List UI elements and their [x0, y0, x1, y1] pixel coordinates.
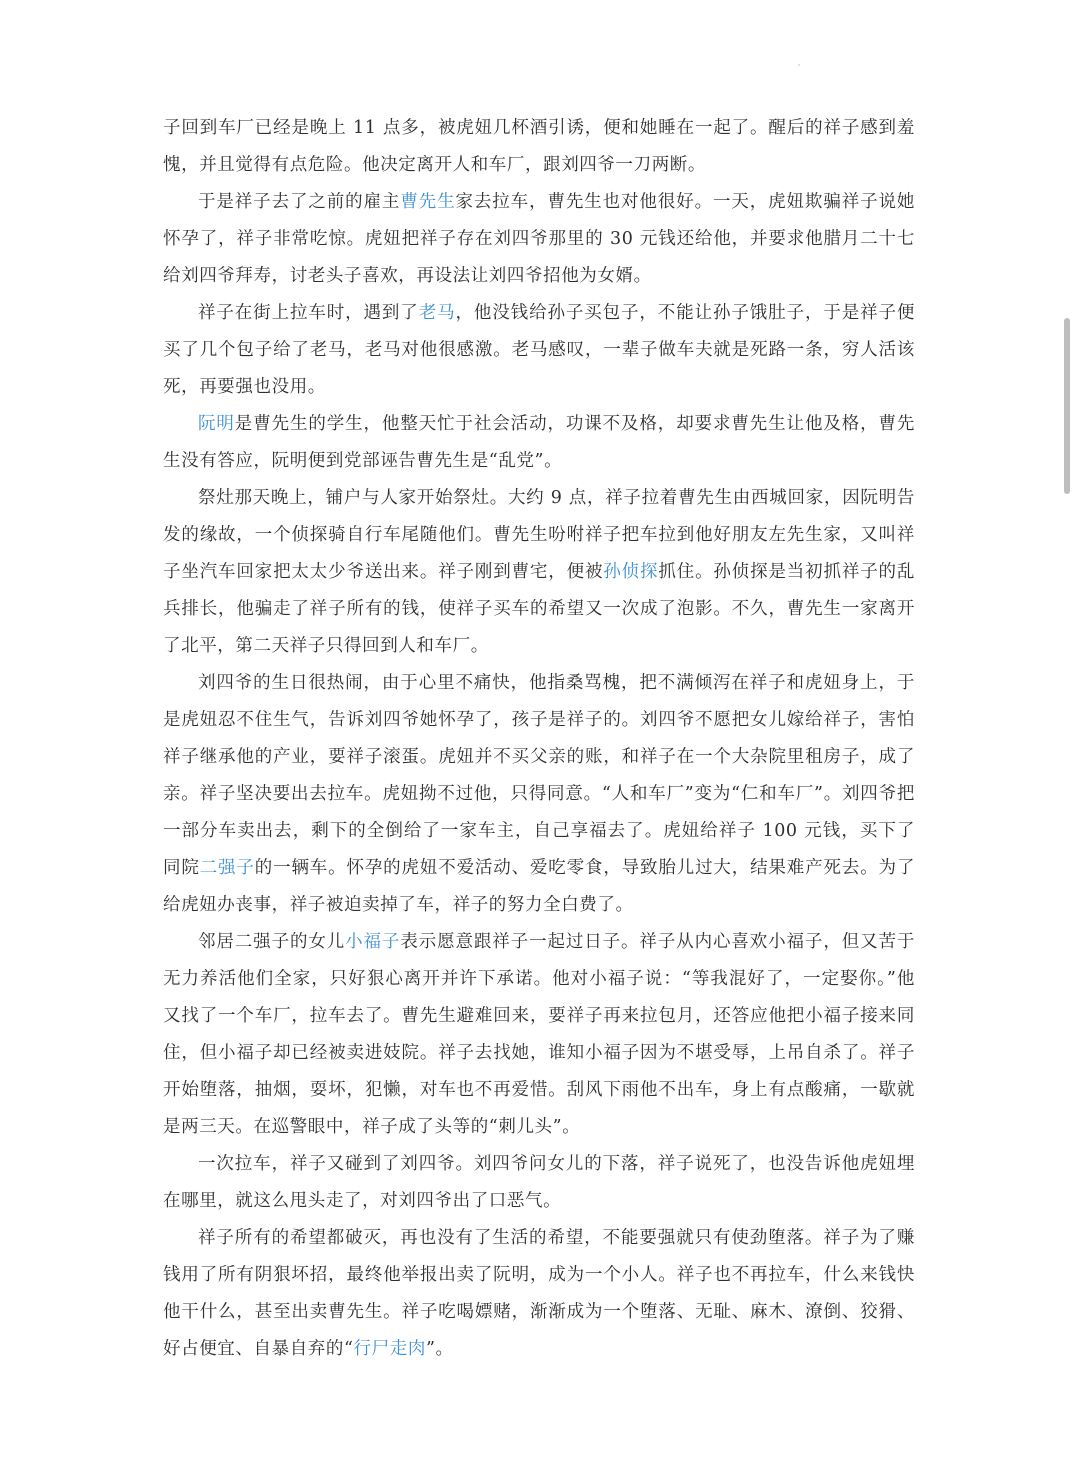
page-dot-mark — [798, 64, 800, 66]
paragraph-text: 子回到车厂已经是晚上 11 点多，被虎妞几杯酒引诱，便和她睡在一起了。醒后的祥子感到羞愧，并且觉得有点危险。他决定离开人和车厂，跟刘四爷一刀两断。 — [163, 118, 915, 175]
character-link[interactable]: 阮明 — [198, 414, 235, 434]
character-link[interactable]: 孙侦探 — [603, 562, 659, 582]
paragraph-text: 的一辆车。怀孕的虎妞不爱活动、爱吃零食，导致胎儿过大，结果难产死去。为了给虎妞办丧事，祥子被迫卖掉了车，祥子的努力全白费了。 — [163, 858, 915, 915]
vertical-scrollbar-thumb[interactable] — [1064, 318, 1070, 494]
paragraph-text: 祭灶那天晚上，铺户与人家开始祭灶。大约 9 点，祥子拉着曹先生由西城回家，因阮明告发的缘故，一个侦探骑自行车尾随他们。曹先生吩咐祥子把车拉到他好朋友左先生家，又叫祥子坐汽车回家把太太少爷送出来。祥子刚到曹宅，便被 — [163, 488, 915, 582]
paragraph-text: 于是祥子去了之前的雇主 — [198, 192, 401, 212]
character-link[interactable]: 二强子 — [199, 858, 255, 878]
document-body — [163, 110, 915, 1368]
character-link[interactable]: 行尸走肉 — [353, 1339, 426, 1359]
paragraph — [163, 184, 915, 295]
paragraph — [163, 924, 915, 1146]
paragraph-text: 刘四爷的生日很热闹，由于心里不痛快，他指桑骂槐，把不满倾泻在祥子和虎妞身上，于是虎妞忍不住生气，告诉刘四爷她怀孕了，孩子是祥子的。刘四爷不愿把女儿嫁给祥子，害怕祥子继承他的产业，要祥子滚蛋。虎妞并不买父亲的账，和祥子在一个大杂院里租房子，成了亲。祥子坚决要出去拉车。虎妞拗不过他，只得同意。“人和车厂”变为“仁和车厂”。刘四爷把一部分车卖出去，剩下的全倒给了一家车主，自己享福去了。虎妞给祥子 100 元钱，买下了同院 — [163, 673, 915, 878]
paragraph — [163, 480, 915, 665]
paragraph — [163, 110, 915, 184]
paragraph-text: 是曹先生的学生，他整天忙于社会活动，功课不及格，却要求曹先生让他及格，曹先生没有答应，阮明便到党部诬告曹先生是“乱党”。 — [163, 414, 916, 471]
paragraph-text: 抓住。孙侦探是当初抓祥子的乱兵排长，他骗走了祥子所有的钱，使祥子买车的希望又一次成了泡影。不久，曹先生一家离开了北平，第二天祥子只得回到人和车厂。 — [163, 562, 915, 656]
paragraph-text: 邻居二强子的女儿 — [198, 932, 346, 952]
paragraph-text: 祥子所有的希望都破灭，再也没有了生活的希望，不能要强就只有使劲堕落。祥子为了赚钱用了所有阴狠坏招，最终他举报出卖了阮明，成为一个小人。祥子也不再拉车，什么来钱快他干什么，甚至出卖曹先生。祥子吃喝嫖赌，渐渐成为一个堕落、无耻、麻木、潦倒、狡猾、好占便宜、自暴自弃的“ — [163, 1228, 915, 1359]
paragraph — [163, 665, 915, 924]
character-link[interactable]: 曹先生 — [400, 192, 456, 212]
paragraph-text: 祥子在街上拉车时，遇到了 — [198, 303, 419, 323]
paragraph — [163, 1146, 915, 1220]
paragraph — [163, 406, 915, 480]
paragraph-text: ，他没钱给孙子买包子，不能让孙子饿肚子，于是祥子便买了几个包子给了老马，老马对他很感激。老马感叹，一辈子做车夫就是死路一条，穷人活该死，再要强也没用。 — [163, 303, 916, 397]
paragraph-text: 家去拉车，曹先生也对他很好。一天，虎妞欺骗祥子说她怀孕了，祥子非常吃惊。虎妞把祥子存在刘四爷那里的 30 元钱还给他，并要求他腊月二十七给刘四爷拜寿，讨老头子喜欢，再设法让刘四爷招他为女婿。 — [163, 192, 915, 286]
paragraph — [163, 295, 915, 406]
paragraph — [163, 1220, 915, 1368]
character-link[interactable]: 老马 — [418, 303, 456, 323]
paragraph-text: ”。 — [425, 1339, 454, 1359]
paragraph-text: 一次拉车，祥子又碰到了刘四爷。刘四爷问女儿的下落，祥子说死了，也没告诉他虎妞埋在哪里，就这么甩头走了，对刘四爷出了口恶气。 — [163, 1154, 915, 1211]
character-link[interactable]: 小福子 — [345, 932, 401, 952]
paragraph-text: 表示愿意跟祥子一起过日子。祥子从内心喜欢小福子，但又苦于无力养活他们全家，只好狠心离开并许下承诺。他对小福子说：“等我混好了，一定娶你。”他又找了一个车厂，拉车去了。曹先生避难回来，要祥子再来拉包月，还答应他把小福子接来同住，但小福子却已经被卖进妓院。祥子去找她，谁知小福子因为不堪受辱，上吊自杀了。祥子开始堕落，抽烟，耍坏，犯懒，对车也不再爱惜。刮风下雨他不出车，身上有点酸痛，一歇就是两三天。在巡警眼中，祥子成了头等的“刺儿头”。 — [163, 932, 915, 1137]
